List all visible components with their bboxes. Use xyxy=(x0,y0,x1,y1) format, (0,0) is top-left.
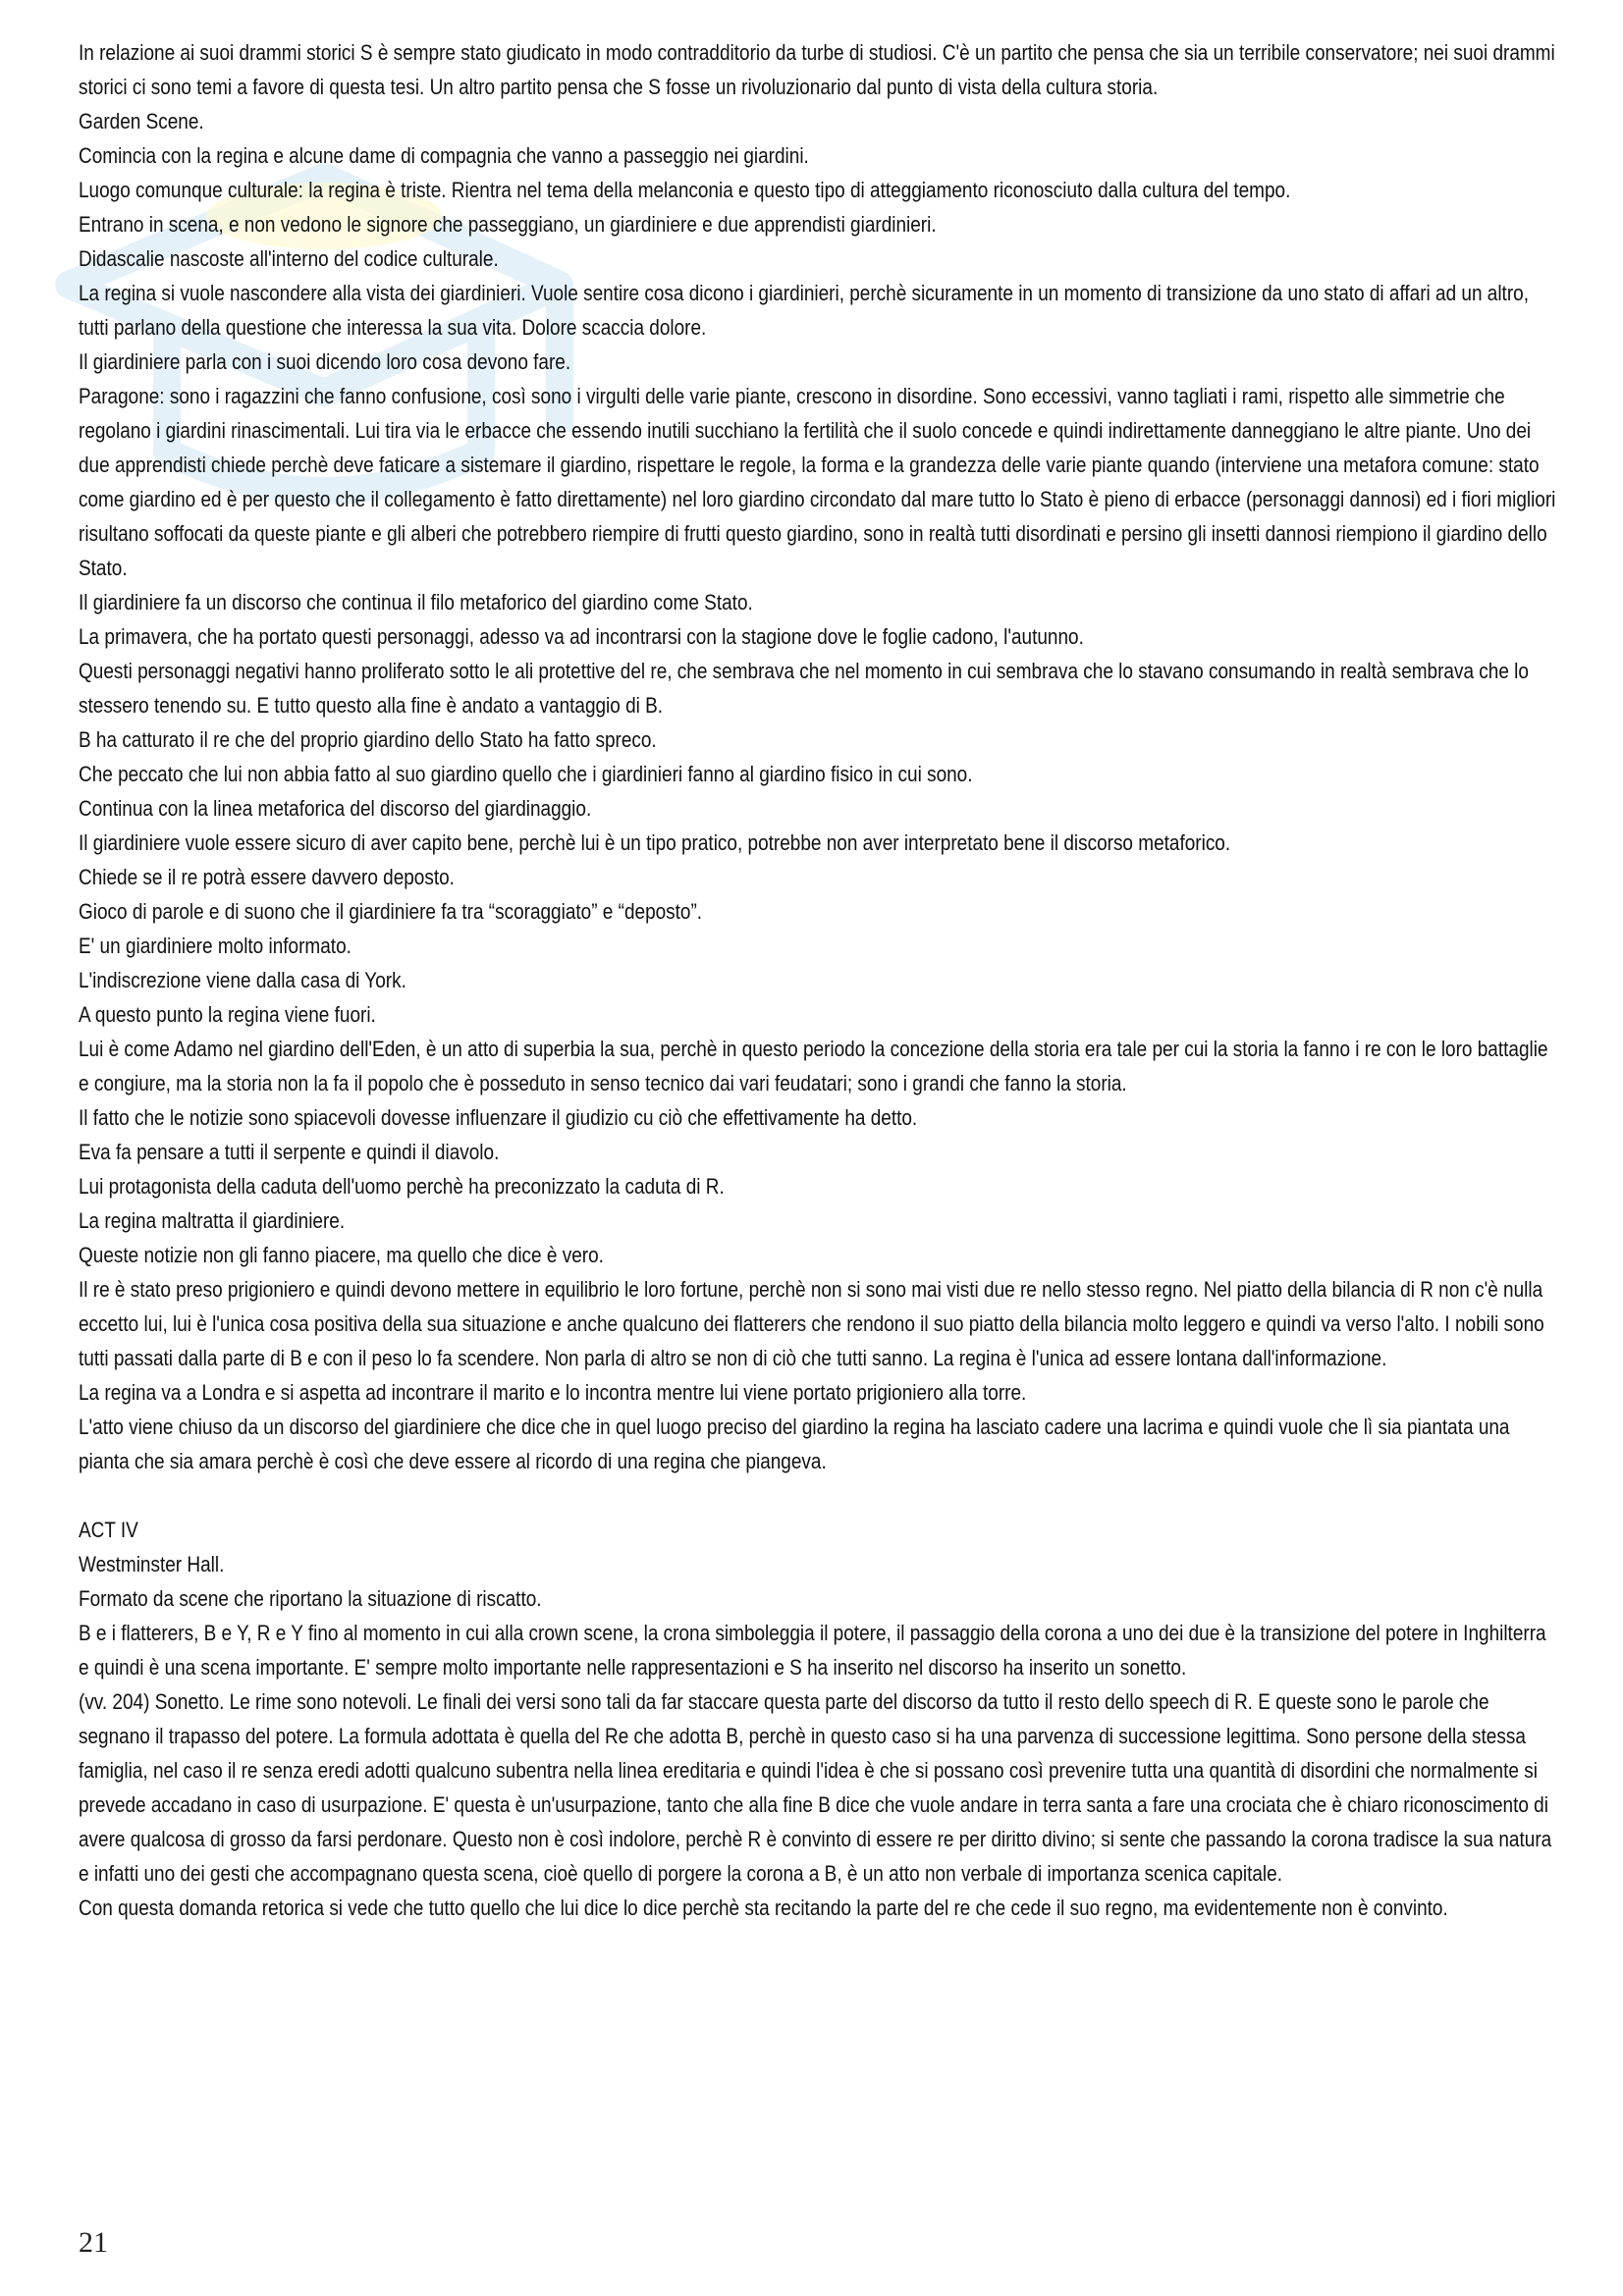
paragraph: Garden Scene. xyxy=(79,109,204,133)
paragraph: Formato da scene che riportano la situazione di riscatto. xyxy=(79,1586,542,1611)
paragraph: Il fatto che le notizie sono spiacevoli dovesse influenzare il giudizio cu ciò che effettivamente ha detto. xyxy=(79,1105,918,1130)
page-number: 21 xyxy=(79,2226,108,2259)
paragraph: B ha catturato il re che del proprio giardino dello Stato ha fatto spreco. xyxy=(79,727,657,752)
paragraph: La regina maltratta il giardiniere. xyxy=(79,1208,346,1233)
paragraph: E' un giardiniere molto informato. xyxy=(79,934,352,958)
paragraph: B e i flatterers, B e Y, R e Y fino al momento in cui alla crown scene, la crona simboleggia il potere, il passaggio della corona a uno dei due è la transizione del potere in Inghilterra e quindi è una scena importante. E' sempre molto importante nelle rappresentazioni e S ha inserito nel discorso ha inserito un sonetto. xyxy=(79,1621,1546,1680)
paragraph: Il giardiniere parla con i suoi dicendo loro cosa devono fare. xyxy=(79,349,571,374)
paragraph: Che peccato che lui non abbia fatto al suo giardino quello che i giardinieri fanno al giardino fisico in cui sono. xyxy=(79,762,973,786)
paragraph: Gioco di parole e di suono che il giardiniere fa tra “scoraggiato” e “deposto”. xyxy=(79,899,703,924)
document-body xyxy=(79,35,1556,1925)
paragraph: Eva fa pensare a tutti il serpente e quindi il diavolo. xyxy=(79,1140,500,1164)
paragraph: Questi personaggi negativi hanno proliferato sotto le ali protettive del re, che sembrava che nel momento in cui sembrava che lo stavano consumando in realtà sembrava che lo stessero tenendo su. E tutto questo alla fine è andato a vantaggio di B. xyxy=(79,659,1529,718)
paragraph: Lui è come Adamo nel giardino dell'Eden, è un atto di superbia la sua, perchè in questo periodo la concezione della storia era tale per cui la storia la fanno i re con le loro battaglie e congiure, ma la storia non la fa il popolo che è posseduto in senso tecnico dai vari feudatari; sono i grandi che fanno la storia. xyxy=(79,1037,1548,1095)
paragraph: Continua con la linea metaforica del discorso del giardinaggio. xyxy=(79,796,592,821)
paragraph: Comincia con la regina e alcune dame di compagnia che vanno a passeggio nei giardini. xyxy=(79,143,809,168)
paragraph: Paragone: sono i ragazzini che fanno confusione, così sono i virgulti delle varie piante, crescono in disordine. Sono eccessivi, vanno tagliati i rami, rispetto alle simmetrie che regolano i giardini rinascimentali. Lui tira via le erbacce che essendo inutili succhiano la fertilità che il suolo concede e quindi indirettamente danneggiano le altre piante. Uno dei due apprendisti chiede perchè deve faticare a sistemare il giardino, rispettare le regole, la forma e la grandezza delle varie piante quando (interviene una metafora comune: stato come giardino ed è per questo che il collegamento è fatto direttamente) nel loro giardino circondato dal mare tutto lo Stato è pieno di erbacce (personaggi dannosi) ed i fiori migliori risultano soffocati da queste piante e gli alberi che potrebbero riempire di frutti questo giardino, sono in realtà tutti disordinati e persino gli insetti dannosi riempiono il giardino dello Stato. xyxy=(79,384,1556,580)
paragraph: Lui protagonista della caduta dell'uomo perchè ha preconizzato la caduta di R. xyxy=(79,1174,725,1199)
paragraph: Queste notizie non gli fanno piacere, ma quello che dice è vero. xyxy=(79,1243,604,1267)
paragraph: A questo punto la regina viene fuori. xyxy=(79,1002,376,1027)
paragraph: Il giardiniere vuole essere sicuro di aver capito bene, perchè lui è un tipo pratico, potrebbe non aver interpretato bene il discorso metaforico. xyxy=(79,830,1231,855)
paragraph: L'atto viene chiuso da un discorso del giardiniere che dice che in quel luogo preciso del giardino la regina ha lasciato cadere una lacrima e quindi vuole che lì sia piantata una pianta che sia amara perchè è così che deve essere al ricordo di una regina che piangeva. xyxy=(79,1415,1510,1473)
paragraph: Entrano in scena, e non vedono le signore che passeggiano, un giardiniere e due apprendisti giardinieri. xyxy=(79,212,937,237)
paragraph: Con questa domanda retorica si vede che tutto quello che lui dice lo dice perchè sta recitando la parte del re che cede il suo regno, ma evidentemente non è convinto. xyxy=(79,1896,1448,1920)
paragraph: Luogo comunque culturale: la regina è triste. Rientra nel tema della melanconia e questo tipo di atteggiamento riconosciuto dalla cultura del tempo. xyxy=(79,178,1291,202)
paragraph: Il re è stato preso prigioniero e quindi devono mettere in equilibrio le loro fortune, perchè non si sono mai visti due re nello stesso regno. Nel piatto della bilancia di R non c'è nulla eccetto lui, lui è l'unica cosa positiva della sua situazione e anche qualcuno dei flatterers che rendono il suo piatto della bilancia molto leggero e quindi va verso l'alto. I nobili sono tutti passati dalla parte di B e con il peso lo fa scendere. Non parla di altro se non di ciò che tutti sanno. La regina è l'unica ad essere lontana dall'informazione. xyxy=(79,1277,1544,1370)
paragraph: La regina va a Londra e si aspetta ad incontrare il marito e lo incontra mentre lui viene portato prigioniero alla torre. xyxy=(79,1380,1027,1405)
paragraph: Didascalie nascoste all'interno del codice culturale. xyxy=(79,246,499,271)
paragraph: (vv. 204) Sonetto. Le rime sono notevoli. Le finali dei versi sono tali da far staccare questa parte del discorso da tutto il resto dello speech di R. E queste sono le parole che segnano il trapasso del potere. La formula adottata è quella del Re che adotta B, perchè in questo caso si ha una parvenza di successione legittima. Sono persone della stessa famiglia, nel caso il re senza eredi adotti qualcuno subentra nella linea ereditaria e quindi l'idea è che si possano così prevenire tutta una quantità di disordini che normalmente si prevede accadano in caso di usurpazione. E' questa è un'usurpazione, tanto che alla fine B dice che vuole andare in terra santa a fare una crociata che è chiaro riconoscimento di avere qualcosa di grosso da farsi perdonare. Questo non è così indolore, perchè R è convinto di essere re per diritto divino; si sente che passando la corona tradisce la sua natura e infatti uno dei gesti che accompagnano questa scena, cioè quello di porgere la corona a B, è un atto non verbale di importanza scenica capitale. xyxy=(79,1689,1552,1886)
paragraph: L'indiscrezione viene dalla casa di York. xyxy=(79,968,406,992)
paragraph: Il giardiniere fa un discorso che continua il filo metaforico del giardino come Stato. xyxy=(79,590,753,614)
paragraph-gap xyxy=(79,1478,1556,1513)
paragraph: La primavera, che ha portato questi personaggi, adesso va ad incontrarsi con la stagione dove le foglie cadono, l'autunno. xyxy=(79,624,1084,649)
paragraph: In relazione ai suoi drammi storici S è sempre stato giudicato in modo contradditorio da turbe di studiosi. C'è un partito che pensa che sia un terribile conservatore; nei suoi drammi storici ci sono temi a favore di questa tesi. Un altro partito pensa che S fosse un rivoluzionario dal punto di vista della cultura storia. xyxy=(79,40,1555,99)
paragraph: Westminster Hall. xyxy=(79,1552,225,1576)
paragraph: La regina si vuole nascondere alla vista dei giardinieri. Vuole sentire cosa dicono i giardinieri, perchè sicuramente in un momento di transizione da uno stato di affari ad un altro, tutti parlano della questione che interessa la sua vita. Dolore scaccia dolore. xyxy=(79,281,1529,340)
section-heading: ACT IV xyxy=(79,1518,138,1542)
paragraph: Chiede se il re potrà essere davvero deposto. xyxy=(79,865,455,889)
